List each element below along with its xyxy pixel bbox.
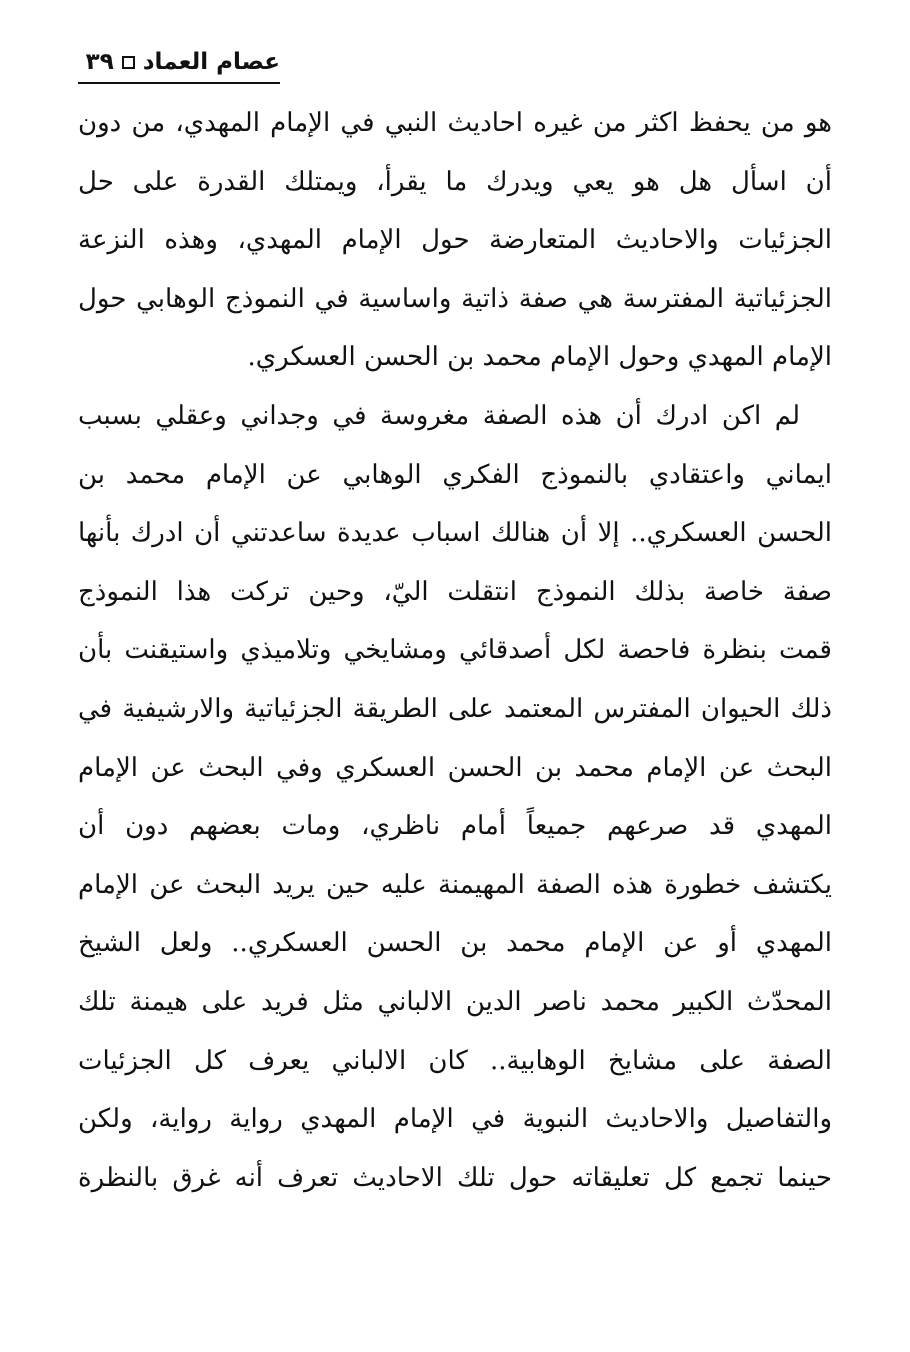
page-number: ٣٩ bbox=[85, 49, 114, 75]
text-line: المهدي قد صرعهم جميعاً أمام ناظري، ومات بعضهم دون أن bbox=[78, 811, 832, 842]
text-line: حينما تجمع كل تعليقاته حول تلك الاحاديث تعرف أنه غرق بالنظرة bbox=[78, 1162, 832, 1193]
body-text bbox=[78, 94, 832, 1207]
text-line: الجزئياتية المفترسة هي صفة ذاتية واساسية في النموذج الوهابي حول bbox=[78, 283, 832, 314]
text-line: المحدّث الكبير محمد ناصر الدين الالباني مثل فريد على هيمنة تلك bbox=[78, 986, 832, 1017]
text-line: أن اسأل هل هو يعي ويدرك ما يقرأ، ويمتلك القدرة على حل bbox=[78, 166, 832, 197]
text-line: المهدي أو عن الإمام محمد بن الحسن العسكري.. ولعل الشيخ bbox=[78, 928, 832, 959]
text-line: ذلك الحيوان المفترس المعتمد على الطريقة الجزئياتية والارشيفية في bbox=[78, 693, 832, 724]
text-line: هو من يحفظ اكثر من غيره احاديث النبي في الإمام المهدي، من دون bbox=[78, 108, 832, 138]
text-line: الصفة على مشايخ الوهابية.. كان الالباني يعرف كل الجزئيات bbox=[78, 1045, 832, 1076]
square-separator-icon bbox=[122, 56, 135, 69]
text-line: صفة خاصة بذلك النموذج انتقلت اليّ، وحين تركت هذا النموذج bbox=[78, 576, 832, 607]
text-line: الحسن العسكري.. إلا أن هنالك اسباب عديدة ساعدتني أن ادرك بأنها bbox=[78, 518, 832, 549]
text-line: الإمام المهدي وحول الإمام محمد بن الحسن العسكري. bbox=[247, 342, 832, 373]
text-line: لم اكن ادرك أن هذه الصفة مغروسة في وجداني وعقلي بسبب bbox=[78, 400, 800, 431]
header-rule bbox=[78, 82, 280, 84]
book-title: عصام العماد bbox=[142, 49, 280, 75]
text-line: البحث عن الإمام محمد بن الحسن العسكري وفي البحث عن الإمام bbox=[78, 752, 832, 783]
text-line: يكتشف خطورة هذه الصفة المهيمنة عليه حين يريد البحث عن الإمام bbox=[78, 869, 832, 900]
text-line: الجزئيات والاحاديث المتعارضة حول الإمام المهدي، وهذه النزعة bbox=[78, 225, 832, 256]
text-line: قمت بنظرة فاحصة لكل أصدقائي ومشايخي وتلاميذي واستيقنت بأن bbox=[78, 635, 832, 666]
running-header bbox=[78, 44, 280, 80]
text-line: والتفاصيل والاحاديث النبوية في الإمام المهدي رواية رواية، ولكن bbox=[78, 1104, 832, 1135]
text-line: ايماني واعتقادي بالنموذج الفكري الوهابي عن الإمام محمد بن bbox=[78, 459, 832, 490]
